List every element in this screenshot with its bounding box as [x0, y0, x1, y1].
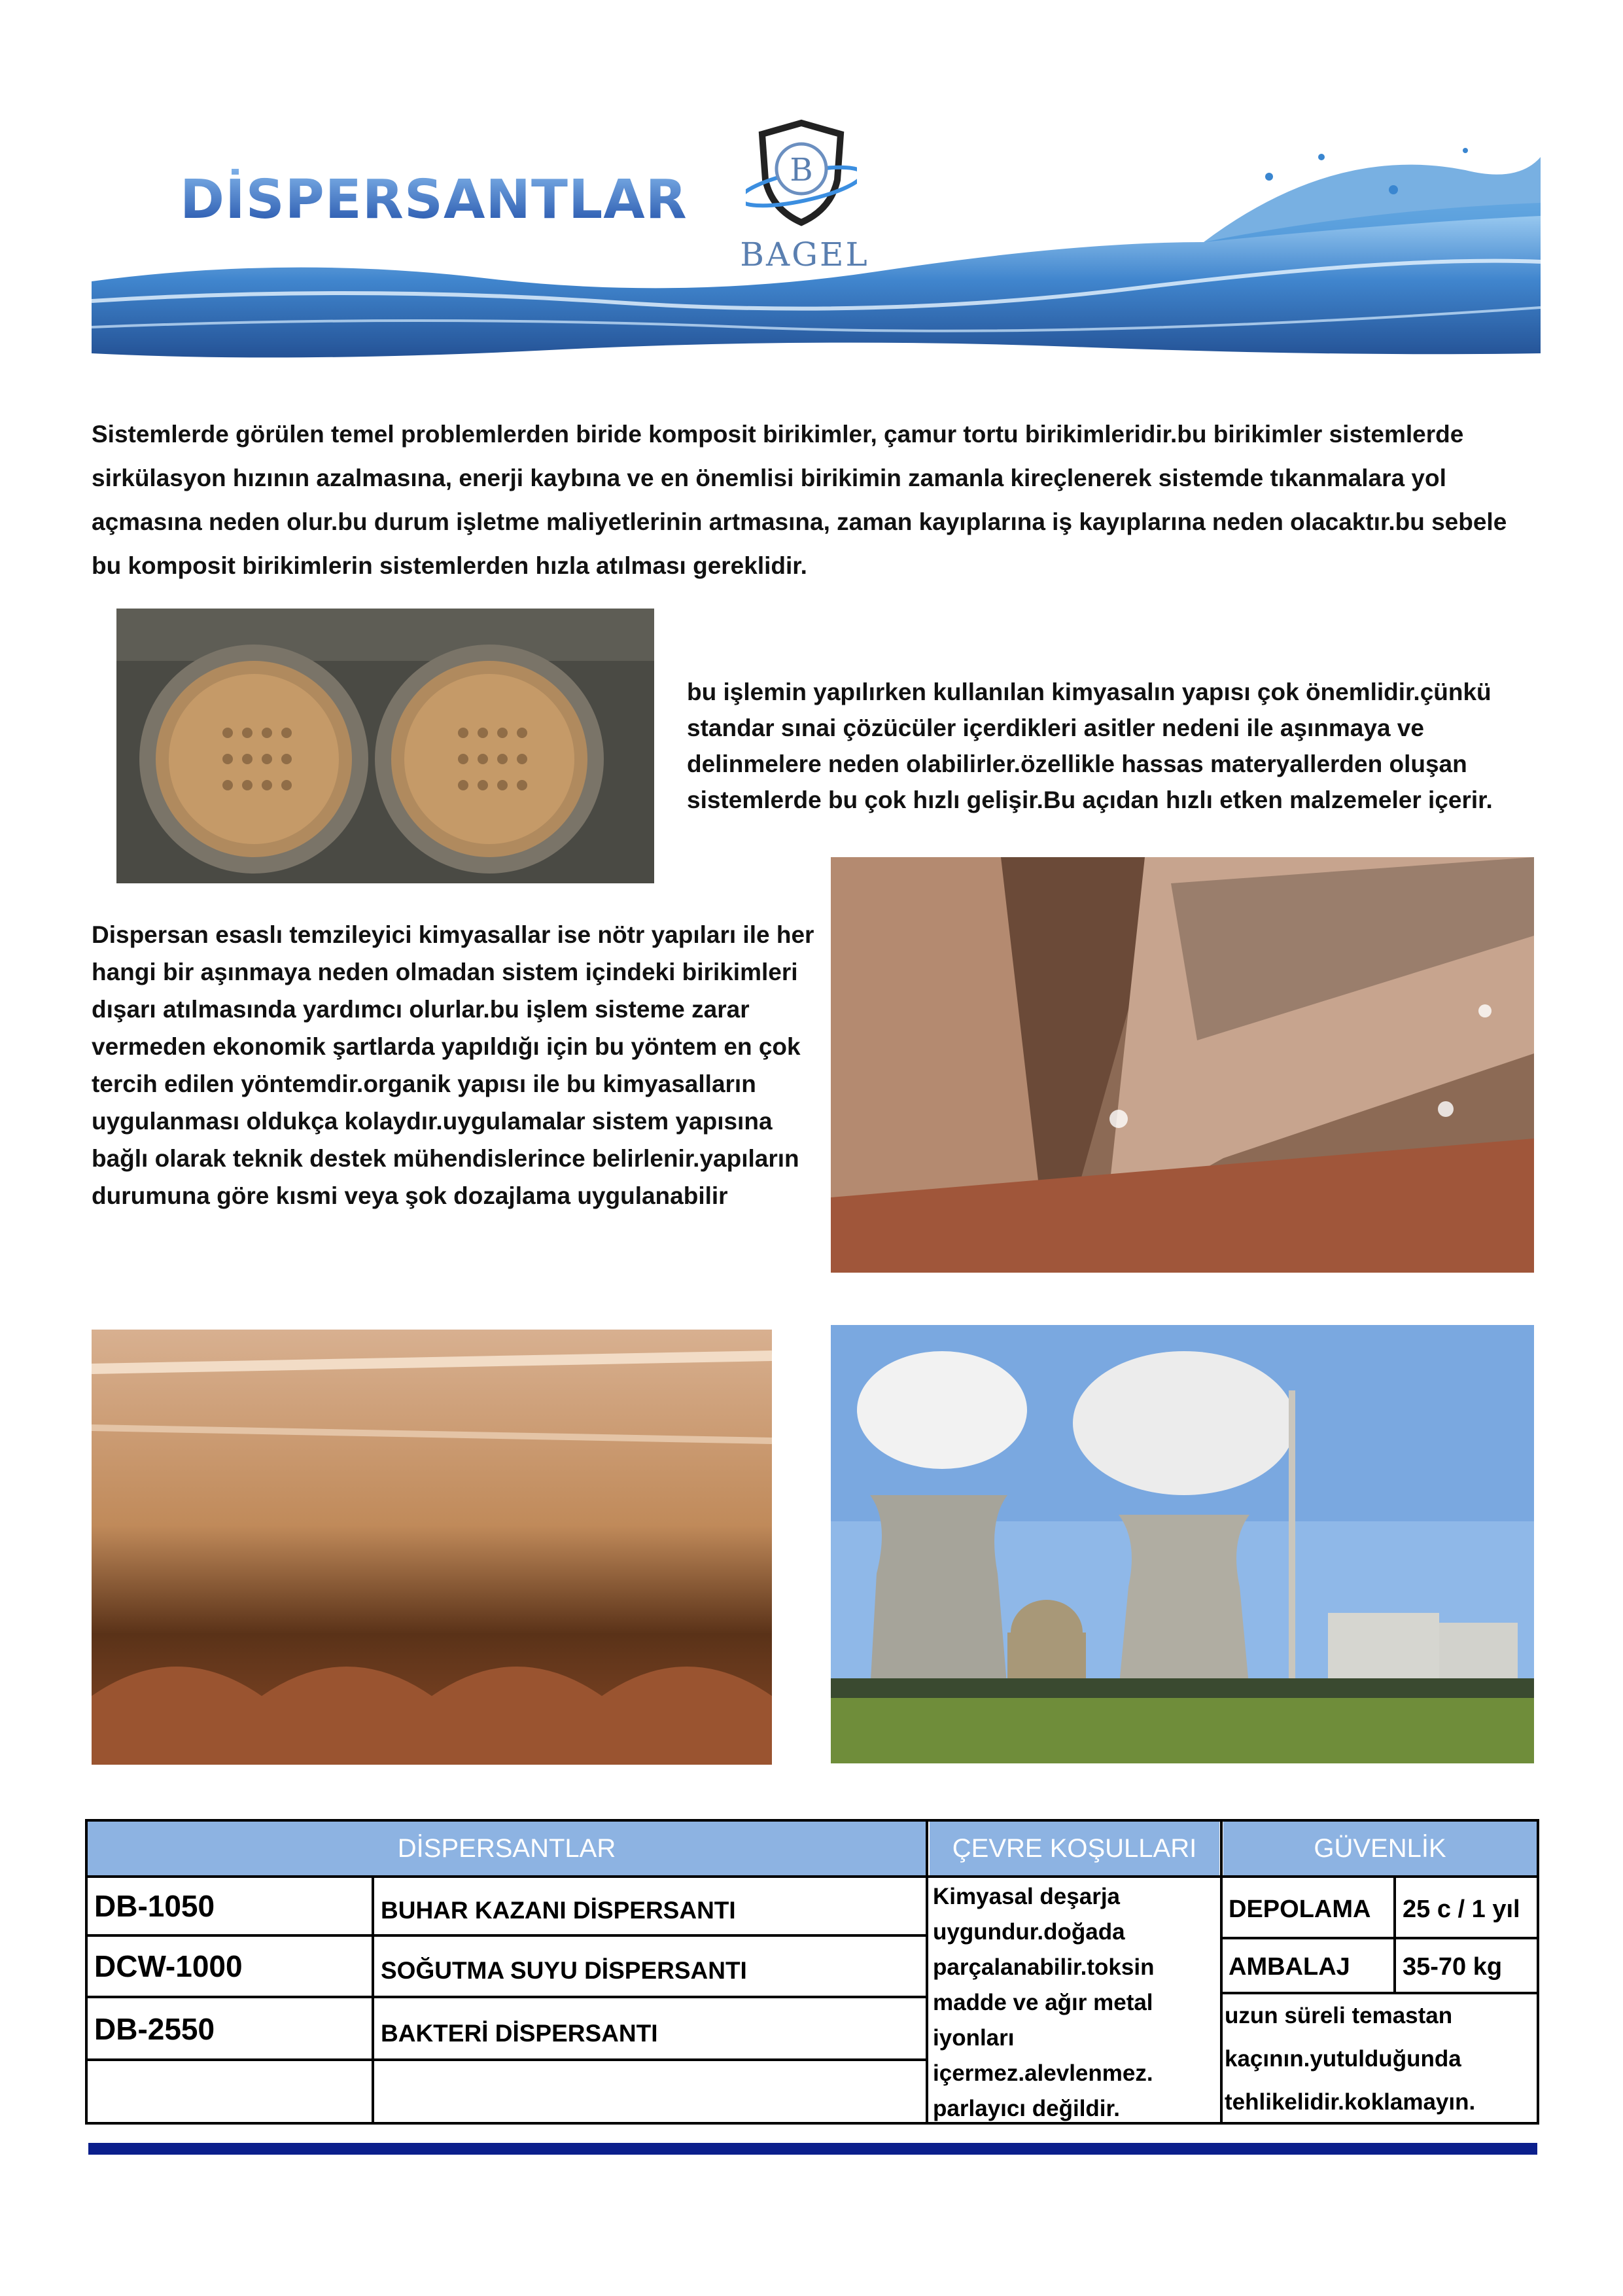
- column-divider: [926, 1819, 928, 2125]
- header-dispersants: DİSPERSANTLAR: [88, 1822, 926, 1875]
- header-environment: ÇEVRE KOŞULLARI: [930, 1822, 1219, 1875]
- corroded-pipe-photo: [831, 857, 1534, 1273]
- product-code: DCW-1000: [94, 1949, 243, 1983]
- column-divider: [372, 1875, 374, 2125]
- header-divider: [85, 1875, 1539, 1878]
- product-name: BAKTERİ DİSPERSANTI: [381, 2020, 658, 2047]
- page-title: DİSPERSANTLAR: [180, 169, 688, 231]
- column-divider: [1393, 1875, 1396, 1993]
- logo-letter: B: [790, 152, 813, 188]
- dispersant-cleaner-text: Dispersan esaslı temzileyici kimyasallar ise nötr yapıları ile her hangi bir aşınmaya neden olmadan sistem içindeki birikimleri dışarı atılmasında yardımcı olurlar.bu işlem sisteme zarar vermeden ekonomik şartlarda yapıldığı için bu yöntem en çok tercih edilen yöntemdir.organik yapısı ile bu kimyasalların uygulanması oldukça kolaydır.uygulamalar sistem yapısına bağlı olarak teknik destek mühendislerince belirlenir.yapıların durumuna göre kısmi veya şok dozajlama uygulanabilir: [92, 921, 814, 1209]
- product-name: BUHAR KAZANI DİSPERSANTI: [381, 1897, 736, 1924]
- brand-name: BAGEL: [740, 236, 869, 274]
- product-code: DB-2550: [94, 2012, 215, 2046]
- storage-value: 25 c / 1 yıl: [1403, 1896, 1520, 1923]
- chemical-structure-text: bu işlemin yapılırken kullanılan kimyasalın yapısı çok önemlidir.çünkü standar sınai çözücüler içerdikleri asitler nedeni ile aşınmaya ve delinmelere neden olabilirler.özellikle hassas materyallerden oluşan sistemlerde bu çok hızlı gelişir.Bu açıdan hızlı etken malzemeler içerir.: [687, 679, 1493, 813]
- intro-paragraph: Sistemlerde görülen temel problemlerden biride komposit birikimler, çamur tortu birikimleridir.bu birikimler sistemlerde sirkülasyon hızının azalmasına, enerji kaybına ve en önemlisi birikimin zamanla kireçlenerek sistemde tıkanmalara yol açmasına neden olur.bu durum işletme maliyetlerinin artmasına, zaman kayıplarına iş kayıplarına neden olacaktır.bu sebele bu komposit birikimlerin sistemlerden hızla atılması gereklidir.: [92, 421, 1507, 579]
- storage-label: DEPOLAMA: [1229, 1896, 1371, 1923]
- safety-note: uzun süreli temastan kaçının.yutulduğunda tehlikelidir.koklamayın.: [1225, 2003, 1476, 2115]
- product-name: SOĞUTMA SUYU DİSPERSANTI: [381, 1957, 747, 1984]
- power-plant-photo: [831, 1325, 1534, 1763]
- product-table: [85, 1819, 1539, 2125]
- row-divider: [1220, 1937, 1539, 1939]
- row-divider: [85, 2058, 926, 2061]
- row-divider: [85, 1934, 926, 1937]
- footer-bar: [88, 2143, 1537, 2155]
- packaging-value: 35-70 kg: [1403, 1953, 1503, 1981]
- heat-exchanger-photo: [116, 609, 654, 883]
- product-code: DB-1050: [94, 1889, 215, 1923]
- bagel-shield-logo: [746, 118, 857, 229]
- environment-text: Kimyasal deşarja uygundur.doğada parçalanabilir.toksin madde ve ağır metal iyonları içermez.alevlenmez. parlayıcı değildir.: [933, 1884, 1155, 2121]
- header-safety: GÜVENLİK: [1223, 1822, 1537, 1875]
- row-divider: [85, 1996, 926, 1998]
- packaging-label: AMBALAJ: [1229, 1953, 1350, 1981]
- column-divider: [1220, 1819, 1223, 2125]
- boiler-tubes-photo: [92, 1330, 772, 1765]
